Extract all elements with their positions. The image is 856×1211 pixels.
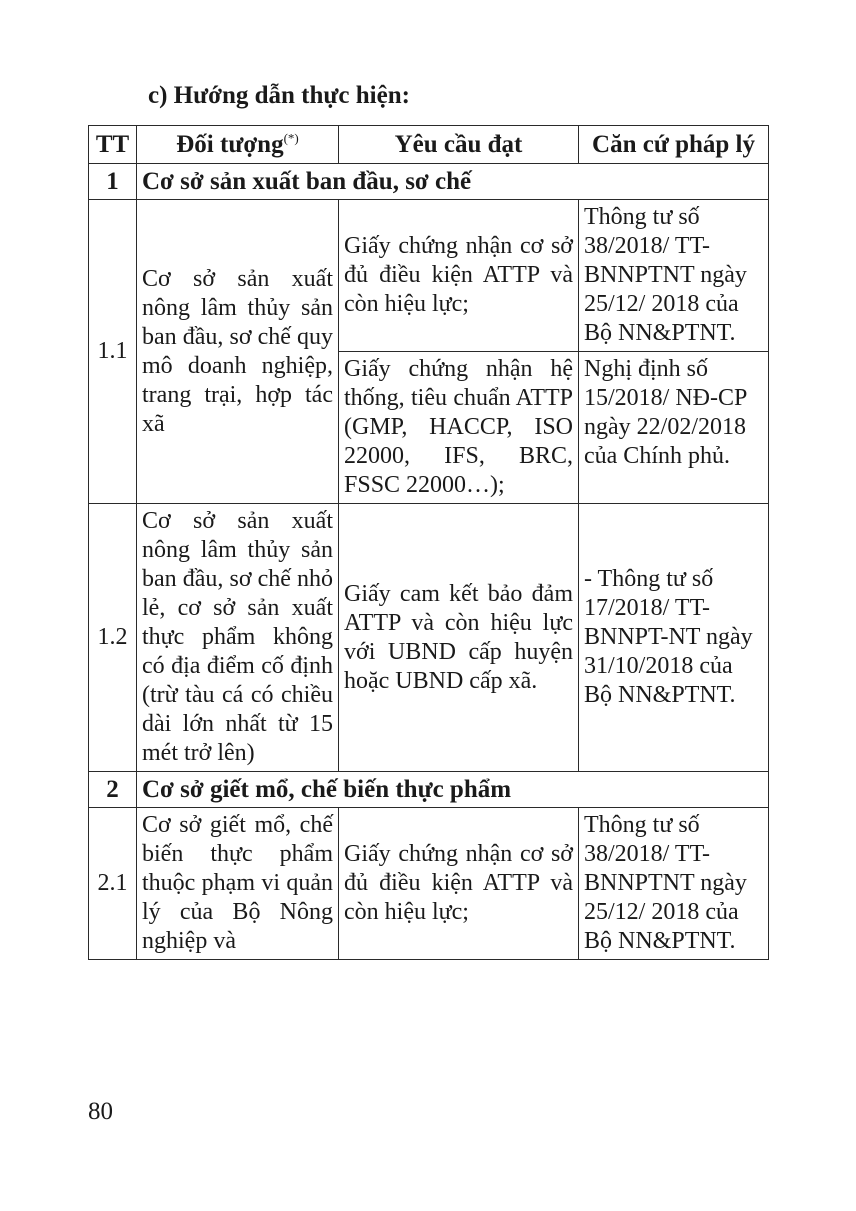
section-row-2 [89,772,769,808]
header-legal-basis: Căn cứ pháp lý [579,126,769,164]
row-subject: Cơ sở sản xuất nông lâm thủy sản ban đầu, sơ chế nhỏ lẻ, cơ sở sản xuất thực phẩm không có địa điểm cố định (trừ tàu cá có chiều dài lớn nhất từ 15 mét trở lên) [137,504,339,772]
header-subject [137,126,339,164]
header-tt: TT [89,126,137,164]
table-header-row [89,126,769,164]
row-legal-basis: Thông tư số 38/2018/ TT-BNNPTNT ngày 25/12/ 2018 của Bộ NN&PTNT. [579,200,769,352]
table-row [89,808,769,960]
section-number: 2 [89,772,137,808]
section-row-1 [89,164,769,200]
section-title: Cơ sở sản xuất ban đầu, sơ chế [137,164,769,200]
header-subject-note: (*) [283,130,299,146]
row-subject: Cơ sở giết mổ, chế biến thực phẩm thuộc phạm vi quản lý của Bộ Nông nghiệp và [137,808,339,960]
row-requirement: Giấy chứng nhận hệ thống, tiêu chuẩn ATTP (GMP, HACCP, ISO 22000, IFS, BRC, FSSC 22000…); [339,352,579,504]
row-number: 1.1 [89,200,137,504]
row-requirement: Giấy cam kết bảo đảm ATTP và còn hiệu lực với UBND cấp huyện hoặc UBND cấp xã. [339,504,579,772]
header-subject-label: Đối tượng [176,131,284,158]
section-title: Cơ sở giết mổ, chế biến thực phẩm [137,772,769,808]
row-requirement: Giấy chứng nhận cơ sở đủ điều kiện ATTP và còn hiệu lực; [339,808,579,960]
page-number: 80 [88,1098,113,1125]
row-number: 1.2 [89,504,137,772]
row-legal-basis: Nghị định số 15/2018/ NĐ-CP ngày 22/02/2018 của Chính phủ. [579,352,769,504]
row-subject: Cơ sở sản xuất nông lâm thủy sản ban đầu, sơ chế quy mô doanh nghiệp, trang trại, hợp tác xã [137,200,339,504]
guidance-table [88,125,769,960]
section-heading: c) Hướng dẫn thực hiện: [148,82,410,109]
table-row [89,200,769,352]
section-number: 1 [89,164,137,200]
row-legal-basis: - Thông tư số 17/2018/ TT-BNNPT-NT ngày 31/10/2018 của Bộ NN&PTNT. [579,504,769,772]
row-number: 2.1 [89,808,137,960]
table-row [89,504,769,772]
row-legal-basis: Thông tư số 38/2018/ TT-BNNPTNT ngày 25/12/ 2018 của Bộ NN&PTNT. [579,808,769,960]
row-requirement: Giấy chứng nhận cơ sở đủ điều kiện ATTP và còn hiệu lực; [339,200,579,352]
header-requirement: Yêu cầu đạt [339,126,579,164]
